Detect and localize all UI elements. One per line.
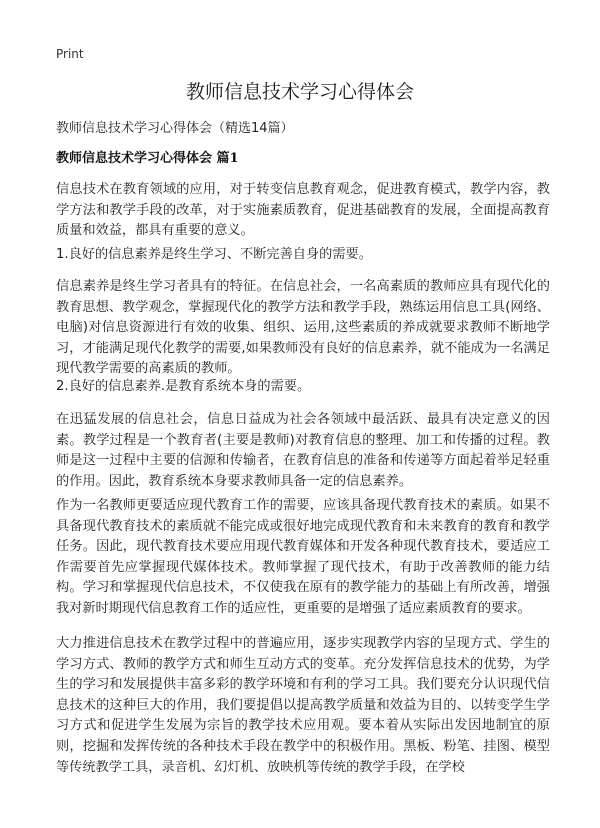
section-heading: 教师信息技术学习心得体会 篇1 [56,151,239,166]
paragraph-point-2: 2.良好的信息素养.是教育系统本身的需要。 [56,379,311,394]
paragraph-info-society: 在迅猛发展的信息社会，信息日益成为社会各领域中最活跃、最具有决定意义的因素。教学过程是一个教育者(主要是教师)对教育信息的整理、加工和传播的过程。教师是这一过程中主要的信源和传输者，在教育信息的准备和传递等方面起着举足轻重的作用。因此，教育系统本身要求教师具备一定的信息素养。 [56,412,550,489]
print-link[interactable]: Print [56,47,84,61]
paragraph-point-1: 1.良好的信息素养是终生学习、不断完善自身的需要。 [56,247,372,262]
paragraph-info-literacy: 信息素养是终生学习者具有的特征。在信息社会，一名高素质的教师应具有现代化的教育思想、教学观念，掌握现代化的教学方法和教学手段，熟练运用信息工具(网络、电脑)对信息资源进行有效的收集、组织、运用,这些素质的养成就要求教师不断地学习，才能满足现代化教学的需要,如果教师没有良好的信息素养，就不能成为一名满足现代教学需要的高素质的教师。 [56,279,550,377]
document-subtitle: 教师信息技术学习心得体会（精选14篇） [56,121,294,136]
paragraph-promote-it: 大力推进信息技术在教学过程中的普遍应用，逐步实现教学内容的呈现方式、学生的学习方式、教师的教学方式和师生互动方式的变革。充分发挥信息技术的优势，为学生的学习和发展提供丰富多彩的教学环境和有利的学习工具。我们要充分认识现代信息技术的这种巨大的作用，我们要提倡以提高教学质量和效益为目的、以转变学生学习方式和促进学生发展为宗旨的教学技术应用观。要本着从实际出发因地制宜的原则，挖掘和发挥传统的各种技术手段在教学中的积极作用。黑板、粉笔、挂图、模型等传统教学工具，录音机、幻灯机、放映机等传统的教学手段，在学校 [56,636,550,775]
paragraph-intro: 信息技术在教育领域的应用，对于转变信息教育观念，促进教育模式，教学内容，教学方法和教学手段的改革，对于实施素质教育，促进基础教育的发展，全面提高教育质量和效益，都具有重要的意义。 [56,182,550,239]
paragraph-teacher-skills: 作为一名教师更要适应现代教育工作的需要，应该具备现代教育技术的素质。如果不具备现代教育技术的素质就不能完成或很好地完成现代教育和未来教育的教育和教学任务。因此，现代教育技术要应用现代教育媒体和开发各种现代教育技术，要适应工作需要首先应掌握现代媒体技术。教师掌握了现代技术，有助于改善教师的能力结构。学习和掌握现代信息技术，不仅使我在原有的教学能力的基础上有所改善，增强我对新时期现代信息教育工作的适应性，更重要的是增强了适应素质教育的要求。 [56,498,550,616]
document-title: 教师信息技术学习心得体会 [185,81,414,103]
